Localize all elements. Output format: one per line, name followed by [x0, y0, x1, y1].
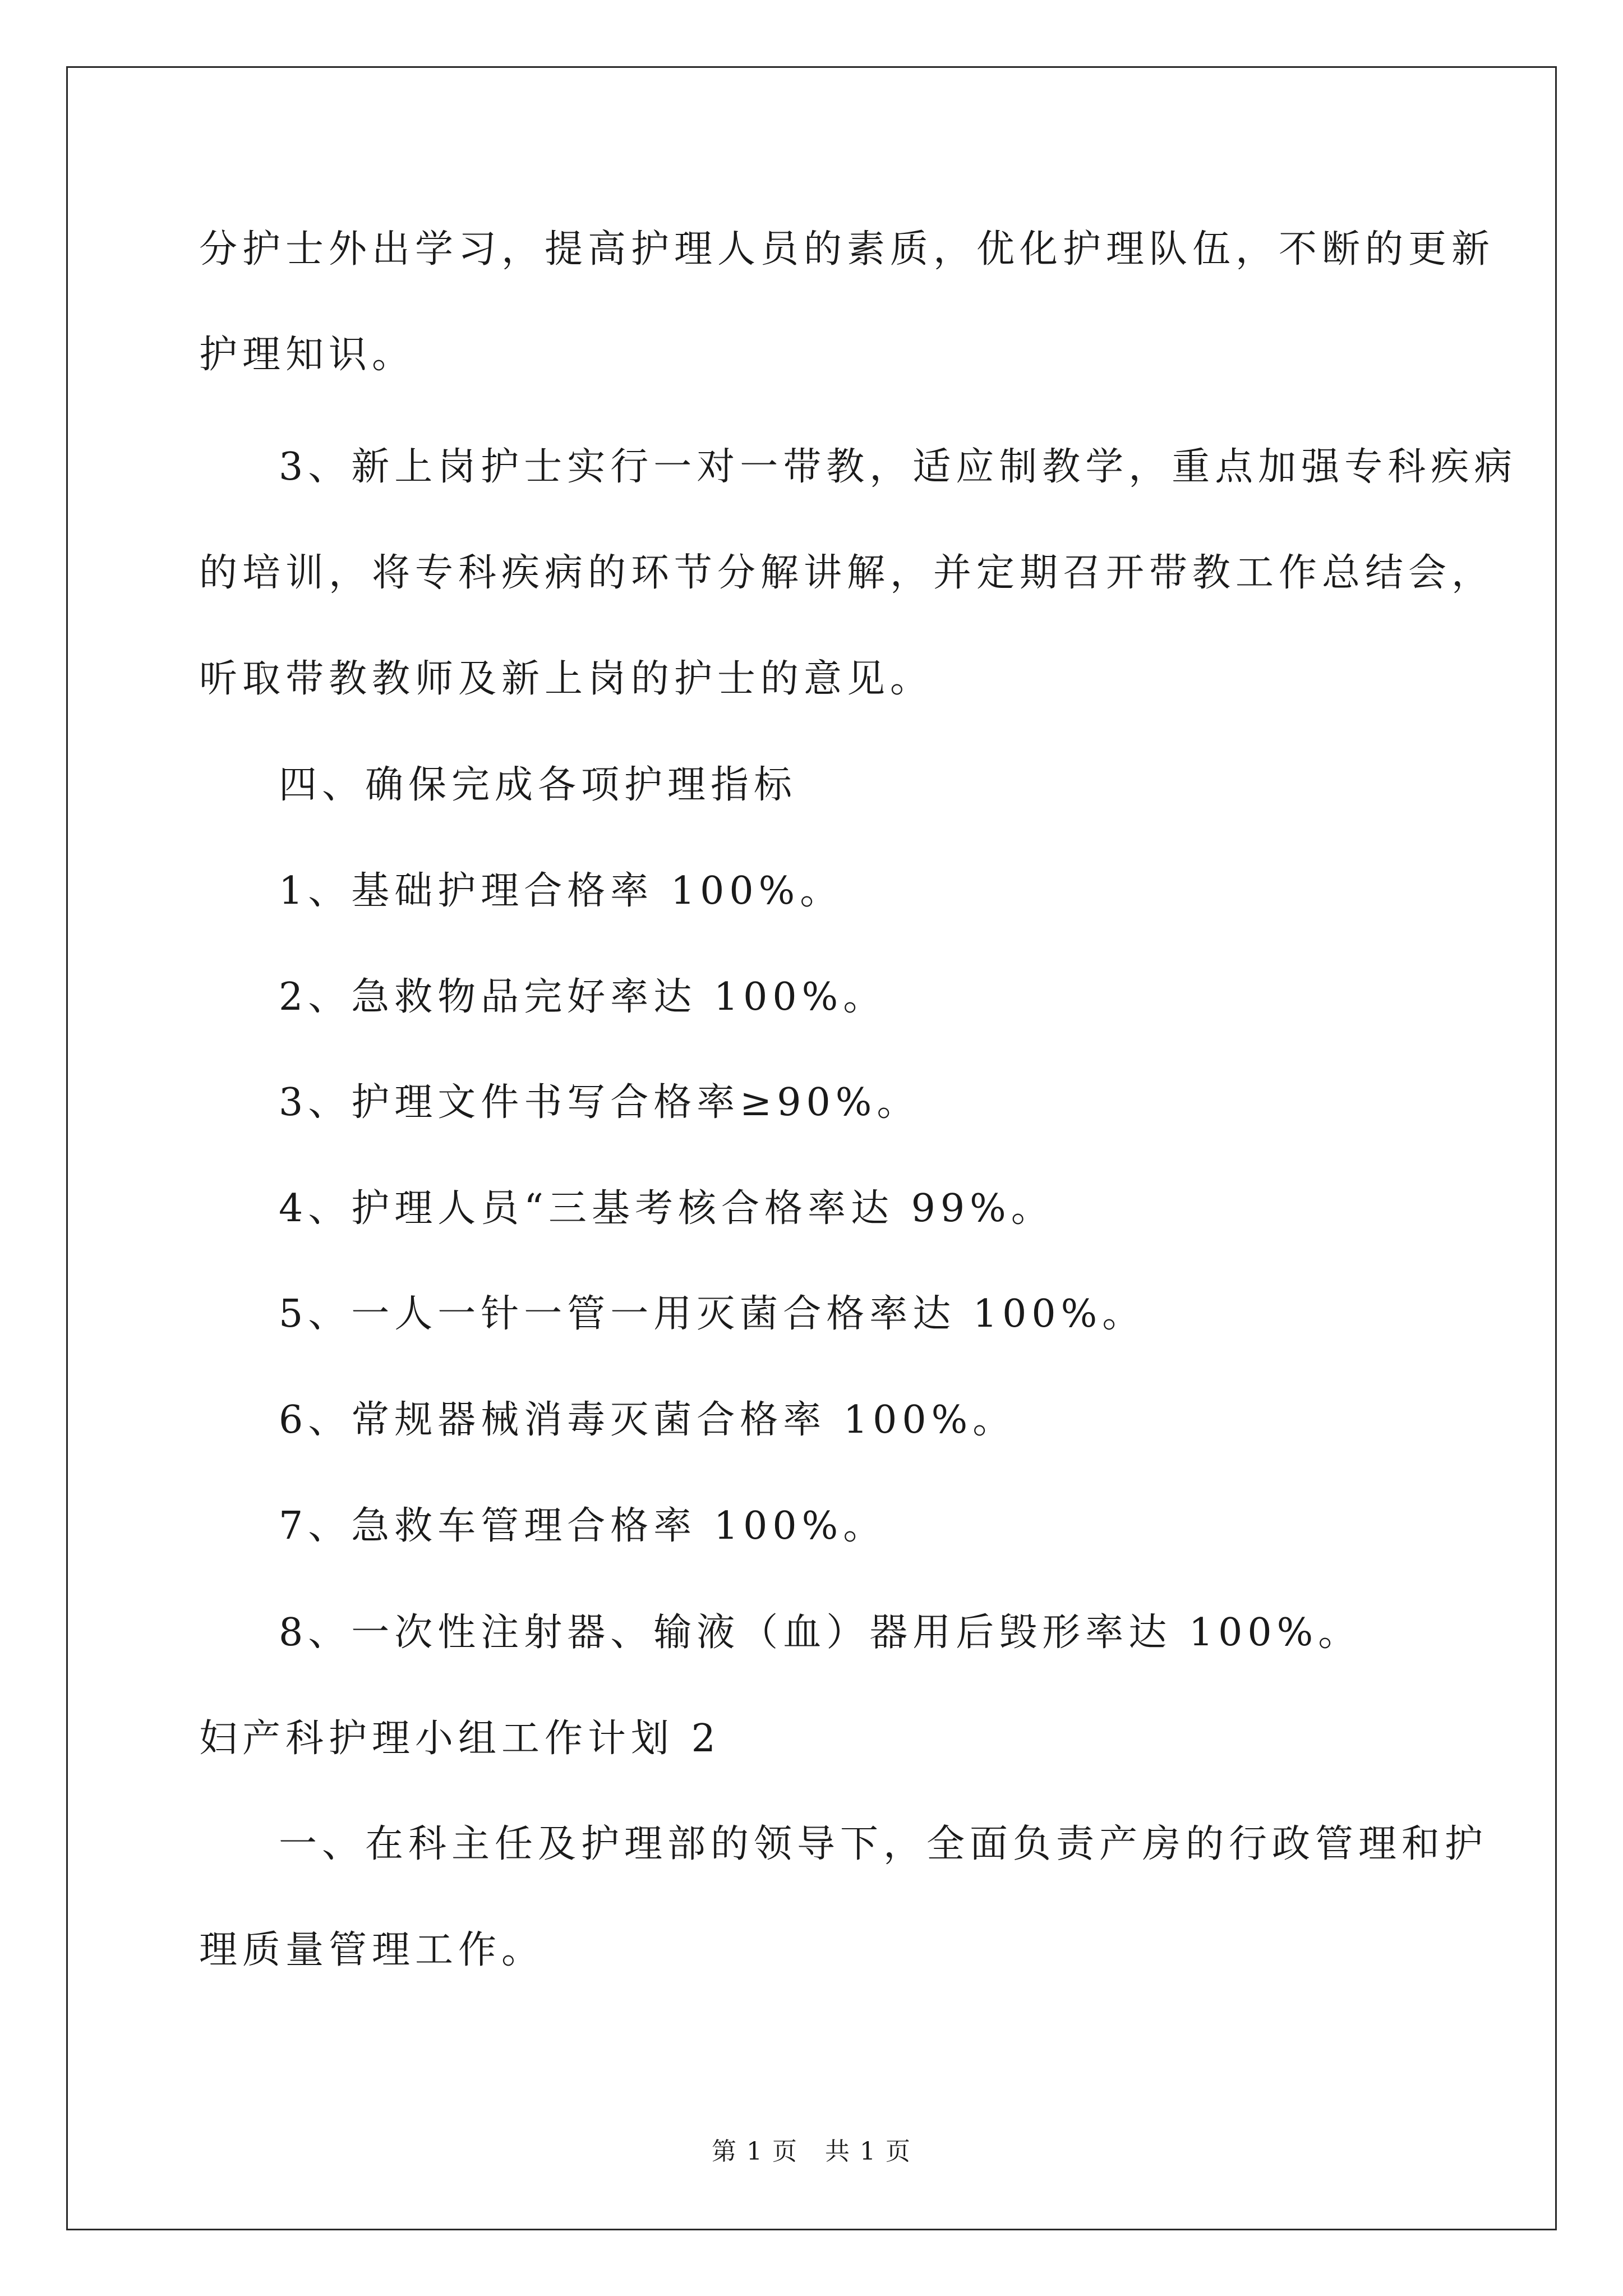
paragraph-line: 的培训，将专科疾病的环节分解讲解，并定期召开带教工作总结会， [199, 551, 1495, 595]
page-border [66, 66, 1557, 2230]
list-item: 8、一次性注射器、输液（血）器用后毁形率达 100%。 [279, 1611, 1362, 1655]
page-footer: 第 1 页 共 1 页 [712, 2137, 911, 2166]
document-subtitle: 妇产科护理小组工作计划 2 [199, 1717, 721, 1761]
list-item: 3、护理文件书写合格率≥90%。 [279, 1080, 920, 1125]
list-item: 5、一人一针一管一用灭菌合格率达 100%。 [279, 1292, 1146, 1336]
list-item: 2、急救物品完好率达 100%。 [279, 975, 887, 1019]
list-item: 7、急救车管理合格率 100%。 [279, 1504, 887, 1548]
list-item: 1、基础护理合格率 100%。 [279, 869, 843, 913]
section-heading: 四、确保完成各项护理指标 [279, 763, 797, 807]
paragraph-line: 听取带教教师及新上岗的护士的意见。 [199, 657, 934, 701]
paragraph-line: 3、新上岗护士实行一对一带教，适应制教学，重点加强专科疾病 [279, 445, 1518, 489]
list-item: 6、常规器械消毒灭菌合格率 100%。 [279, 1398, 1016, 1442]
paragraph-line: 分护士外出学习，提高护理人员的素质，优化护理队伍，不断的更新 [199, 227, 1495, 272]
list-item: 4、护理人员“三基考核合格率达 99%。 [279, 1186, 1054, 1231]
paragraph-line: 理质量管理工作。 [199, 1928, 545, 1972]
paragraph-line: 护理知识。 [199, 333, 416, 377]
paragraph-line: 一、在科主任及护理部的领导下，全面负责产房的行政管理和护 [279, 1822, 1488, 1866]
